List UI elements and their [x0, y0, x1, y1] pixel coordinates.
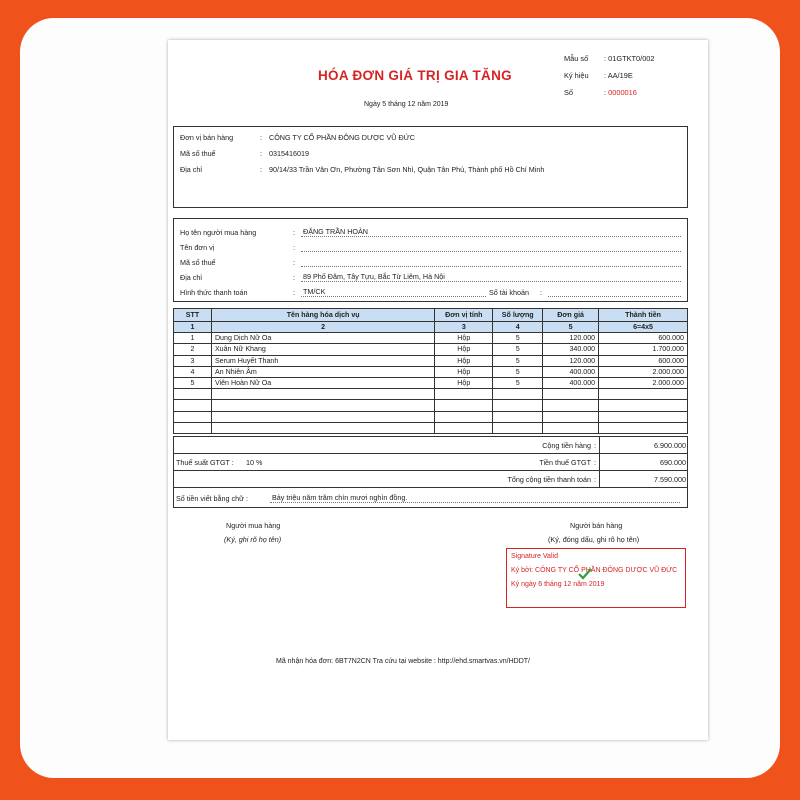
row-name: Viên Hoàn Nữ Oa — [211, 377, 434, 388]
form-number-row: Mẫu số : 01GTKT0/002 — [564, 54, 655, 63]
buyer-unit-label: Tên đơn vị — [180, 243, 215, 252]
row-qty: 5 — [493, 377, 543, 388]
table-row — [174, 333, 688, 344]
checkmark-icon — [578, 568, 592, 580]
grand-total-row: Tổng cộng tiền thanh toán : 7.590.000 — [173, 471, 688, 488]
invoice-number-label: Số — [564, 88, 574, 97]
buyer-signature-note: (Ký, ghi rõ họ tên) — [224, 535, 282, 544]
buyer-signature-title: Người mua hàng — [226, 521, 281, 530]
row-name: Dung Dịch Nữ Oa — [211, 333, 434, 344]
subtotal-label: Cộng tiền hàng — [542, 441, 591, 450]
col-header-price: Đơn giá — [543, 309, 599, 322]
invoice-title: HÓA ĐƠN GIÁ TRỊ GIA TĂNG — [318, 68, 512, 83]
vat-rate-label: Thuế suất GTGT : — [176, 458, 234, 467]
row-name: Xuân Nữ Khang — [211, 344, 434, 355]
row-total: 600.000 — [599, 333, 688, 344]
row-total: 2.000.000 — [599, 377, 688, 388]
row-total: 600.000 — [599, 355, 688, 366]
table-row-empty — [174, 389, 688, 400]
vat-amount-value: 690.000 — [599, 454, 689, 470]
table-row — [174, 355, 688, 366]
index-cell: 5 — [543, 322, 599, 333]
account-number-label: Số tài khoản — [489, 288, 529, 297]
row-unit: Hộp — [435, 366, 493, 377]
subtotal-row: Cộng tiền hàng : 6.900.000 — [173, 436, 688, 454]
table-row — [174, 344, 688, 355]
symbol-label: Ký hiệu — [564, 71, 589, 80]
row-name: Serum Huyết Thanh — [211, 355, 434, 366]
seller-address-label: Địa chỉ — [180, 165, 202, 174]
row-name: An Nhiên Âm — [211, 366, 434, 377]
row-qty: 5 — [493, 366, 543, 377]
index-cell: 4 — [493, 322, 543, 333]
row-price: 400.000 — [543, 377, 599, 388]
grand-total-value: 7.590.000 — [599, 471, 689, 487]
col-header-qty: Số lượng — [493, 309, 543, 322]
form-number-label: Mẫu số — [564, 54, 589, 63]
vat-rate-value: 10 % — [246, 458, 263, 467]
invoice-number-row: Số : 0000016 — [564, 88, 637, 97]
table-row — [174, 366, 688, 377]
index-cell: 1 — [174, 322, 212, 333]
buyer-tax-label: Mã số thuế — [180, 258, 216, 267]
buyer-box: Họ tên người mua hàng : ĐẶNG TRẦN HOÀN Tên đơn vị : Mã số thuế : Địa chỉ : 89 Phố Đăm, Tây Tựu, Bắc Từ Liêm, Hà Nội Hình thức thanh toán : TM/CK Số tài khoản : — [173, 218, 688, 302]
table-row-empty — [174, 411, 688, 422]
table-index-row — [174, 322, 688, 333]
row-price: 120.000 — [543, 355, 599, 366]
buyer-name-label: Họ tên người mua hàng — [180, 228, 257, 237]
row-unit: Hộp — [435, 333, 493, 344]
subtotal-value: 6.900.000 — [599, 437, 689, 453]
row-qty: 5 — [493, 333, 543, 344]
col-header-stt: STT — [174, 309, 212, 322]
invoice-lookup-footer: Mã nhận hóa đơn: 6BT7N2CN Tra cứu tại website : http://ehd.smartvas.vn/HDDT/ — [276, 658, 530, 665]
table-header-row — [174, 309, 688, 322]
digital-signature-box — [506, 548, 686, 608]
row-stt: 3 — [174, 355, 212, 366]
col-header-unit: Đơn vị tính — [435, 309, 493, 322]
amount-in-words-value: Bảy triệu năm trăm chín mươi nghìn đồng. — [272, 493, 408, 502]
row-price: 400.000 — [543, 366, 599, 377]
form-number-value: 01GTKT0/002 — [608, 54, 655, 63]
row-price: 120.000 — [543, 333, 599, 344]
invoice-date: Ngày 5 tháng 12 năm 2019 — [364, 101, 449, 108]
invoice-number-value: 0000016 — [608, 88, 637, 97]
row-stt: 1 — [174, 333, 212, 344]
row-unit: Hộp — [435, 355, 493, 366]
signature-valid-title: Signature Valid — [511, 553, 558, 560]
index-cell: 3 — [435, 322, 493, 333]
payment-method-value: TM/CK — [303, 287, 326, 296]
vat-amount-label: Tiền thuế GTGT — [539, 458, 591, 467]
seller-address-value: 90/14/33 Trần Văn Ơn, Phường Tân Sơn Nhì, Quận Tân Phú, Thành phố Hồ Chí Minh — [269, 165, 545, 174]
table-row — [174, 377, 688, 388]
amount-in-words-label: Số tiền viết bằng chữ : — [176, 494, 248, 503]
row-stt: 5 — [174, 377, 212, 388]
payment-method-label: Hình thức thanh toán — [180, 288, 248, 297]
table-row-empty — [174, 422, 688, 433]
seller-name-value: CÔNG TY CỔ PHẦN ĐÔNG DƯỢC VŨ ĐỨC — [269, 133, 415, 142]
buyer-address-value: 89 Phố Đăm, Tây Tựu, Bắc Từ Liêm, Hà Nội — [303, 272, 445, 281]
seller-name-label: Đơn vị bán hàng — [180, 133, 234, 142]
row-stt: 4 — [174, 366, 212, 377]
symbol-value: AA/19E — [607, 71, 633, 80]
table-row-empty — [174, 400, 688, 411]
seller-box: Đơn vị bán hàng : CÔNG TY CỔ PHẦN ĐÔNG DƯỢC VŨ ĐỨC Mã số thuế : 0315416019 Địa chỉ : 90/14/33 Trần Văn Ơn, Phường Tân Sơn Nhì, Quận Tân Phú, Thành phố Hồ Chí Minh — [173, 126, 688, 208]
buyer-address-label: Địa chỉ — [180, 273, 202, 282]
seller-tax-label: Mã số thuế — [180, 149, 216, 158]
index-cell: 2 — [211, 322, 434, 333]
index-cell: 6=4x5 — [599, 322, 688, 333]
row-total: 1.700.000 — [599, 344, 688, 355]
seller-signature-note: (Ký, đóng dấu, ghi rõ họ tên) — [548, 535, 640, 544]
amount-in-words-row — [173, 488, 688, 508]
seller-tax-value: 0315416019 — [269, 149, 309, 158]
seller-signature-title: Người bán hàng — [570, 521, 623, 530]
row-unit: Hộp — [435, 377, 493, 388]
row-qty: 5 — [493, 344, 543, 355]
col-header-total: Thành tiền — [599, 309, 688, 322]
white-frame — [20, 18, 780, 778]
row-stt: 2 — [174, 344, 212, 355]
buyer-name-value: ĐẶNG TRẦN HOÀN — [303, 227, 368, 236]
signed-date-text: Ký ngày 6 tháng 12 năm 2019 — [511, 581, 605, 588]
row-qty: 5 — [493, 355, 543, 366]
grand-total-label: Tổng cộng tiền thanh toán — [507, 475, 591, 484]
col-header-name: Tên hàng hóa dịch vụ — [211, 309, 434, 322]
invoice-page — [168, 40, 708, 740]
signed-by-text: Ký bởi: CÔNG TY CỔ PHẦN ĐÔNG DƯỢC VŨ ĐỨC — [511, 567, 678, 574]
row-total: 2.000.000 — [599, 366, 688, 377]
symbol-row: Ký hiệu : AA/19E — [564, 71, 633, 80]
row-unit: Hộp — [435, 344, 493, 355]
items-table — [173, 308, 688, 434]
row-price: 340.000 — [543, 344, 599, 355]
vat-row: Thuế suất GTGT : 10 % Tiền thuế GTGT : 690.000 — [173, 454, 688, 471]
